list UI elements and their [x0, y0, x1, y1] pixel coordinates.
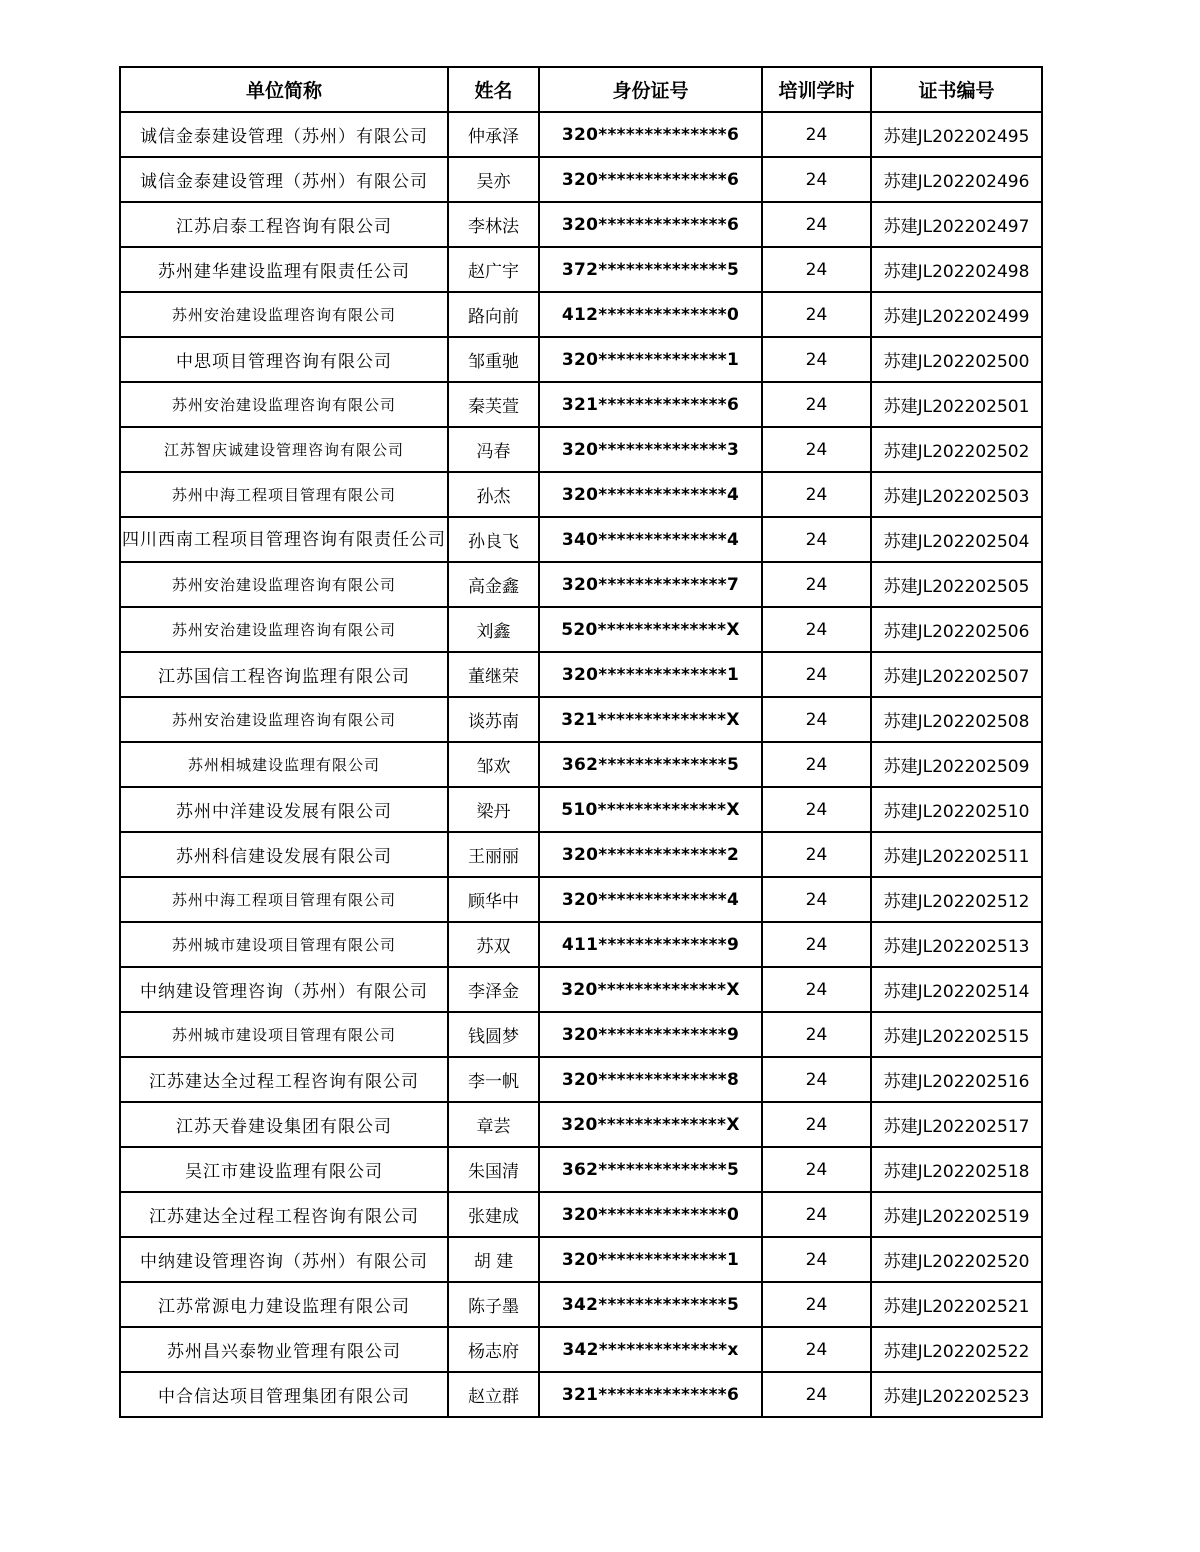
person-name-cell: 高金鑫	[448, 562, 539, 607]
company-cell: 江苏建达全过程工程咨询有限公司	[120, 1057, 448, 1102]
table-header-row	[120, 67, 1042, 112]
column-header-certificate-number: 证书编号	[871, 67, 1042, 112]
id-number-cell: 342**************x	[539, 1327, 762, 1372]
training-hours-cell: 24	[762, 382, 871, 427]
certificate-number-cell: 苏建JL202202513	[871, 922, 1042, 967]
training-hours-cell: 24	[762, 1282, 871, 1327]
column-header-id-number: 身份证号	[539, 67, 762, 112]
id-number-cell: 320**************1	[539, 1237, 762, 1282]
id-number-cell: 320**************0	[539, 1192, 762, 1237]
person-name-cell: 孙良飞	[448, 517, 539, 562]
id-number-cell: 321**************6	[539, 1372, 762, 1417]
training-hours-cell: 24	[762, 1147, 871, 1192]
training-hours-cell: 24	[762, 877, 871, 922]
table-row	[120, 382, 1042, 427]
person-name-cell: 冯春	[448, 427, 539, 472]
person-name-cell: 陈子墨	[448, 1282, 539, 1327]
table-row	[120, 832, 1042, 877]
certificate-number-cell: 苏建JL202202512	[871, 877, 1042, 922]
certificate-number-cell: 苏建JL202202497	[871, 202, 1042, 247]
person-name-cell: 李一帆	[448, 1057, 539, 1102]
table-row	[120, 1327, 1042, 1372]
certificate-number-cell: 苏建JL202202520	[871, 1237, 1042, 1282]
certificate-number-cell: 苏建JL202202499	[871, 292, 1042, 337]
id-number-cell: 321**************X	[539, 697, 762, 742]
certificate-number-cell: 苏建JL202202504	[871, 517, 1042, 562]
table-row	[120, 247, 1042, 292]
company-cell: 苏州建华建设监理有限责任公司	[120, 247, 448, 292]
id-number-cell: 320**************4	[539, 472, 762, 517]
column-header-training-hours: 培训学时	[762, 67, 871, 112]
person-name-cell: 苏双	[448, 922, 539, 967]
company-cell: 苏州安治建设监理咨询有限公司	[120, 562, 448, 607]
company-cell: 苏州安治建设监理咨询有限公司	[120, 382, 448, 427]
company-cell: 诚信金泰建设管理（苏州）有限公司	[120, 157, 448, 202]
training-hours-cell: 24	[762, 1237, 871, 1282]
table-row	[120, 1282, 1042, 1327]
training-hours-cell: 24	[762, 922, 871, 967]
person-name-cell: 孙杰	[448, 472, 539, 517]
training-hours-cell: 24	[762, 697, 871, 742]
person-name-cell: 赵广宇	[448, 247, 539, 292]
company-cell: 吴江市建设监理有限公司	[120, 1147, 448, 1192]
person-name-cell: 张建成	[448, 1192, 539, 1237]
company-cell: 四川西南工程项目管理咨询有限责任公司	[120, 517, 448, 562]
person-name-cell: 仲承泽	[448, 112, 539, 157]
id-number-cell: 510**************X	[539, 787, 762, 832]
training-hours-cell: 24	[762, 517, 871, 562]
table-row	[120, 607, 1042, 652]
company-cell: 江苏国信工程咨询监理有限公司	[120, 652, 448, 697]
certificate-number-cell: 苏建JL202202502	[871, 427, 1042, 472]
company-cell: 苏州昌兴泰物业管理有限公司	[120, 1327, 448, 1372]
training-hours-cell: 24	[762, 292, 871, 337]
company-cell: 中纳建设管理咨询（苏州）有限公司	[120, 1237, 448, 1282]
company-cell: 苏州安治建设监理咨询有限公司	[120, 292, 448, 337]
person-name-cell: 李林法	[448, 202, 539, 247]
training-hours-cell: 24	[762, 112, 871, 157]
certificate-number-cell: 苏建JL202202518	[871, 1147, 1042, 1192]
certificate-number-cell: 苏建JL202202510	[871, 787, 1042, 832]
id-number-cell: 320**************1	[539, 652, 762, 697]
company-cell: 苏州中洋建设发展有限公司	[120, 787, 448, 832]
id-number-cell: 412**************0	[539, 292, 762, 337]
company-cell: 苏州中海工程项目管理有限公司	[120, 472, 448, 517]
certificate-number-cell: 苏建JL202202501	[871, 382, 1042, 427]
table-row	[120, 112, 1042, 157]
certificate-number-cell: 苏建JL202202514	[871, 967, 1042, 1012]
person-name-cell: 梁丹	[448, 787, 539, 832]
certificate-number-cell: 苏建JL202202523	[871, 1372, 1042, 1417]
company-cell: 苏州城市建设项目管理有限公司	[120, 922, 448, 967]
column-header-name: 姓名	[448, 67, 539, 112]
table-row	[120, 877, 1042, 922]
company-cell: 苏州安治建设监理咨询有限公司	[120, 697, 448, 742]
certificate-number-cell: 苏建JL202202522	[871, 1327, 1042, 1372]
id-number-cell: 320**************X	[539, 967, 762, 1012]
training-hours-cell: 24	[762, 607, 871, 652]
id-number-cell: 320**************9	[539, 1012, 762, 1057]
company-cell: 江苏天眷建设集团有限公司	[120, 1102, 448, 1147]
id-number-cell: 340**************4	[539, 517, 762, 562]
company-cell: 苏州城市建设项目管理有限公司	[120, 1012, 448, 1057]
table-row	[120, 337, 1042, 382]
certificate-number-cell: 苏建JL202202521	[871, 1282, 1042, 1327]
id-number-cell: 342**************5	[539, 1282, 762, 1327]
company-cell: 江苏智庆诚建设管理咨询有限公司	[120, 427, 448, 472]
id-number-cell: 320**************6	[539, 112, 762, 157]
certificate-number-cell: 苏建JL202202509	[871, 742, 1042, 787]
company-cell: 中纳建设管理咨询（苏州）有限公司	[120, 967, 448, 1012]
training-hours-cell: 24	[762, 967, 871, 1012]
person-name-cell: 章芸	[448, 1102, 539, 1147]
training-hours-cell: 24	[762, 337, 871, 382]
training-hours-cell: 24	[762, 1102, 871, 1147]
certificate-number-cell: 苏建JL202202507	[871, 652, 1042, 697]
person-name-cell: 杨志府	[448, 1327, 539, 1372]
person-name-cell: 吴亦	[448, 157, 539, 202]
certificate-number-cell: 苏建JL202202508	[871, 697, 1042, 742]
table-row	[120, 1057, 1042, 1102]
column-header-company: 单位简称	[120, 67, 448, 112]
company-cell: 江苏启泰工程咨询有限公司	[120, 202, 448, 247]
table-row	[120, 1147, 1042, 1192]
table-row	[120, 787, 1042, 832]
table-row	[120, 157, 1042, 202]
table-row	[120, 1372, 1042, 1417]
training-hours-cell: 24	[762, 202, 871, 247]
training-hours-cell: 24	[762, 472, 871, 517]
person-name-cell: 王丽丽	[448, 832, 539, 877]
id-number-cell: 320**************4	[539, 877, 762, 922]
table-row	[120, 292, 1042, 337]
certificate-number-cell: 苏建JL202202515	[871, 1012, 1042, 1057]
company-cell: 中合信达项目管理集团有限公司	[120, 1372, 448, 1417]
person-name-cell: 路向前	[448, 292, 539, 337]
table-row	[120, 1012, 1042, 1057]
training-hours-cell: 24	[762, 1327, 871, 1372]
person-name-cell: 钱圆梦	[448, 1012, 539, 1057]
roster-body	[120, 112, 1042, 1417]
company-cell: 苏州安治建设监理咨询有限公司	[120, 607, 448, 652]
certificate-number-cell: 苏建JL202202517	[871, 1102, 1042, 1147]
person-name-cell: 邹欢	[448, 742, 539, 787]
certificate-number-cell: 苏建JL202202495	[871, 112, 1042, 157]
id-number-cell: 320**************X	[539, 1102, 762, 1147]
id-number-cell: 362**************5	[539, 742, 762, 787]
certificate-number-cell: 苏建JL202202503	[871, 472, 1042, 517]
company-cell: 苏州中海工程项目管理有限公司	[120, 877, 448, 922]
table-row	[120, 1102, 1042, 1147]
id-number-cell: 320**************6	[539, 202, 762, 247]
table-row	[120, 472, 1042, 517]
table-row	[120, 922, 1042, 967]
training-hours-cell: 24	[762, 247, 871, 292]
table-row	[120, 1237, 1042, 1282]
training-hours-cell: 24	[762, 1372, 871, 1417]
person-name-cell: 秦芙萱	[448, 382, 539, 427]
company-cell: 江苏常源电力建设监理有限公司	[120, 1282, 448, 1327]
certificate-number-cell: 苏建JL202202496	[871, 157, 1042, 202]
certificate-number-cell: 苏建JL202202498	[871, 247, 1042, 292]
company-cell: 江苏建达全过程工程咨询有限公司	[120, 1192, 448, 1237]
certificate-number-cell: 苏建JL202202519	[871, 1192, 1042, 1237]
id-number-cell: 321**************6	[539, 382, 762, 427]
training-hours-cell: 24	[762, 787, 871, 832]
training-hours-cell: 24	[762, 652, 871, 697]
company-cell: 苏州科信建设发展有限公司	[120, 832, 448, 877]
certificate-number-cell: 苏建JL202202500	[871, 337, 1042, 382]
id-number-cell: 411**************9	[539, 922, 762, 967]
person-name-cell: 董继荣	[448, 652, 539, 697]
person-name-cell: 朱国清	[448, 1147, 539, 1192]
table-row	[120, 967, 1042, 1012]
id-number-cell: 362**************5	[539, 1147, 762, 1192]
roster-table	[119, 66, 1043, 1418]
table-row	[120, 742, 1042, 787]
table-row	[120, 427, 1042, 472]
id-number-cell: 372**************5	[539, 247, 762, 292]
person-name-cell: 李泽金	[448, 967, 539, 1012]
id-number-cell: 320**************3	[539, 427, 762, 472]
id-number-cell: 320**************2	[539, 832, 762, 877]
person-name-cell: 邹重驰	[448, 337, 539, 382]
certificate-number-cell: 苏建JL202202511	[871, 832, 1042, 877]
table-row	[120, 202, 1042, 247]
training-hours-cell: 24	[762, 562, 871, 607]
id-number-cell: 320**************6	[539, 157, 762, 202]
certificate-number-cell: 苏建JL202202516	[871, 1057, 1042, 1102]
id-number-cell: 320**************1	[539, 337, 762, 382]
training-hours-cell: 24	[762, 427, 871, 472]
company-cell: 苏州相城建设监理有限公司	[120, 742, 448, 787]
company-cell: 中思项目管理咨询有限公司	[120, 337, 448, 382]
training-hours-cell: 24	[762, 1012, 871, 1057]
training-hours-cell: 24	[762, 1057, 871, 1102]
training-hours-cell: 24	[762, 1192, 871, 1237]
person-name-cell: 胡 建	[448, 1237, 539, 1282]
id-number-cell: 320**************7	[539, 562, 762, 607]
table-row	[120, 1192, 1042, 1237]
id-number-cell: 320**************8	[539, 1057, 762, 1102]
certificate-number-cell: 苏建JL202202505	[871, 562, 1042, 607]
table-row	[120, 697, 1042, 742]
id-number-cell: 520**************X	[539, 607, 762, 652]
table-row	[120, 517, 1042, 562]
training-hours-cell: 24	[762, 157, 871, 202]
training-hours-cell: 24	[762, 832, 871, 877]
training-hours-cell: 24	[762, 742, 871, 787]
person-name-cell: 谈苏南	[448, 697, 539, 742]
person-name-cell: 刘鑫	[448, 607, 539, 652]
company-cell: 诚信金泰建设管理（苏州）有限公司	[120, 112, 448, 157]
person-name-cell: 顾华中	[448, 877, 539, 922]
table-row	[120, 562, 1042, 607]
table-row	[120, 652, 1042, 697]
person-name-cell: 赵立群	[448, 1372, 539, 1417]
certificate-number-cell: 苏建JL202202506	[871, 607, 1042, 652]
